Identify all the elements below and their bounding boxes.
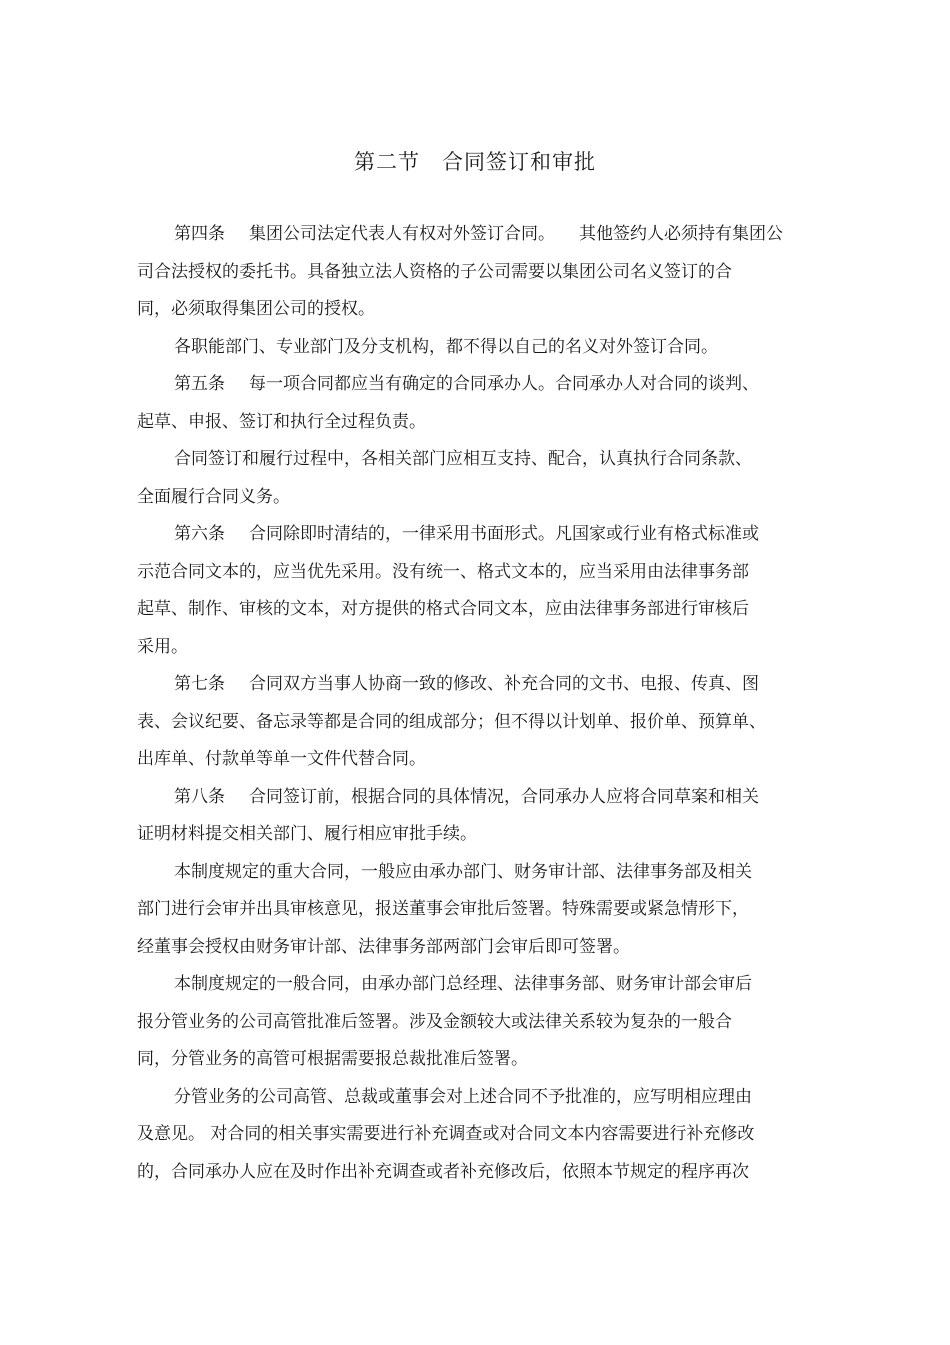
body-text <box>0 216 950 1191</box>
text-line <box>0 404 950 442</box>
text-line <box>0 741 950 779</box>
line-text: 出库单、付款单等单一文件代替合同。 <box>137 749 426 769</box>
text-line <box>0 704 950 742</box>
section-number: 第二节 <box>354 150 420 174</box>
line-text: 合同除即时清结的，一律采用书面形式。凡国家或行业有格式标准或 <box>249 524 759 544</box>
line-text: 合同签订和履行过程中，各相关部门应相互支持、配合，认真执行合同条款、 <box>174 449 752 469</box>
line-text: 全面履行合同义务。 <box>137 486 290 507</box>
text-line <box>0 1041 950 1079</box>
line-text: 合同签订前，根据合同的具体情况，合同承办人应将合同草案和相关 <box>249 786 759 807</box>
text-line <box>0 966 950 1004</box>
article-number: 第四条 <box>174 224 225 244</box>
text-line <box>0 666 950 704</box>
text-line <box>0 254 950 292</box>
text-line <box>0 591 950 629</box>
line-text: 司合法授权的委托书。具备独立法人资格的子公司需要以集团公司名义签订的合 <box>137 261 732 282</box>
line-text: 及意见。 对合同的相关事实需要进行补充调查或对合同文本内容需要进行补充修改 <box>137 1124 755 1144</box>
text-line <box>0 1116 950 1154</box>
text-line <box>0 1154 950 1192</box>
line-text: 本制度规定的一般合同，由承办部门总经理、法律事务部、财务审计部会审后 <box>174 974 752 994</box>
line-text: 表、会议纪要、备忘录等都是合同的组成部分；但不得以计划单、报价单、预算单、 <box>137 711 766 732</box>
text-line <box>0 1079 950 1117</box>
section-name: 合同签订和审批 <box>442 150 596 174</box>
line-text: 集团公司法定代表人有权对外签订合同。 <box>249 224 555 244</box>
text-line <box>0 1004 950 1042</box>
line-text: 经董事会授权由财务审计部、法律事务部两部门会审后即可签署。 <box>137 936 630 957</box>
text-line <box>0 816 950 854</box>
section-title <box>0 146 950 176</box>
text-line <box>0 329 950 367</box>
article-number: 第五条 <box>174 374 225 394</box>
line-text: 同，必须取得集团公司的授权。 <box>137 299 375 319</box>
line-text: 示范合同文本的，应当优先采用。没有统一、格式文本的，应当采用由法律事务部 <box>137 561 749 582</box>
text-line <box>0 554 950 592</box>
text-line <box>0 441 950 479</box>
line-text: 其他签约人必须持有集团公 <box>579 224 783 244</box>
text-line <box>0 291 950 329</box>
line-text: 的，合同承办人应在及时作出补充调查或者补充修改后，依照本节规定的程序再次 <box>137 1161 749 1182</box>
line-text: 同，分管业务的高管可根据需要报总裁批准后签署。 <box>137 1049 528 1069</box>
line-text: 本制度规定的重大合同，一般应由承办部门、财务审计部、法律事务部及相关 <box>174 861 752 882</box>
article-number: 第七条 <box>174 674 225 694</box>
line-text: 证明材料提交相关部门、履行相应审批手续。 <box>137 824 477 844</box>
article-number: 第八条 <box>174 786 225 807</box>
line-text: 起草、制作、审核的文本，对方提供的格式合同文本，应由法律事务部进行审核后 <box>137 599 749 619</box>
text-line <box>0 516 950 554</box>
text-line <box>0 779 950 817</box>
line-text: 各职能部门、专业部门及分支机构，都不得以自己的名义对外签订合同。 <box>174 336 718 357</box>
text-line <box>0 854 950 892</box>
text-line <box>0 366 950 404</box>
text-line <box>0 216 950 254</box>
article-number: 第六条 <box>174 524 225 544</box>
line-text: 报分管业务的公司高管批准后签署。涉及金额较大或法律关系较为复杂的一般合 <box>137 1011 732 1032</box>
line-text: 部门进行会审并出具审核意见，报送董事会审批后签署。特殊需要或紧急情形下， <box>137 899 749 919</box>
line-text: 分管业务的公司高管、总裁或董事会对上述合同不予批准的，应写明相应理由 <box>174 1086 752 1107</box>
text-line <box>0 929 950 967</box>
line-text: 采用。 <box>137 636 188 657</box>
text-line <box>0 629 950 667</box>
line-text: 每一项合同都应当有确定的合同承办人。合同承办人对合同的谈判、 <box>249 374 759 394</box>
text-line <box>0 891 950 929</box>
text-line <box>0 479 950 517</box>
line-text: 合同双方当事人协商一致的修改、补充合同的文书、电报、传真、图 <box>249 674 759 694</box>
line-text: 起草、申报、签订和执行全过程负责。 <box>137 411 426 432</box>
